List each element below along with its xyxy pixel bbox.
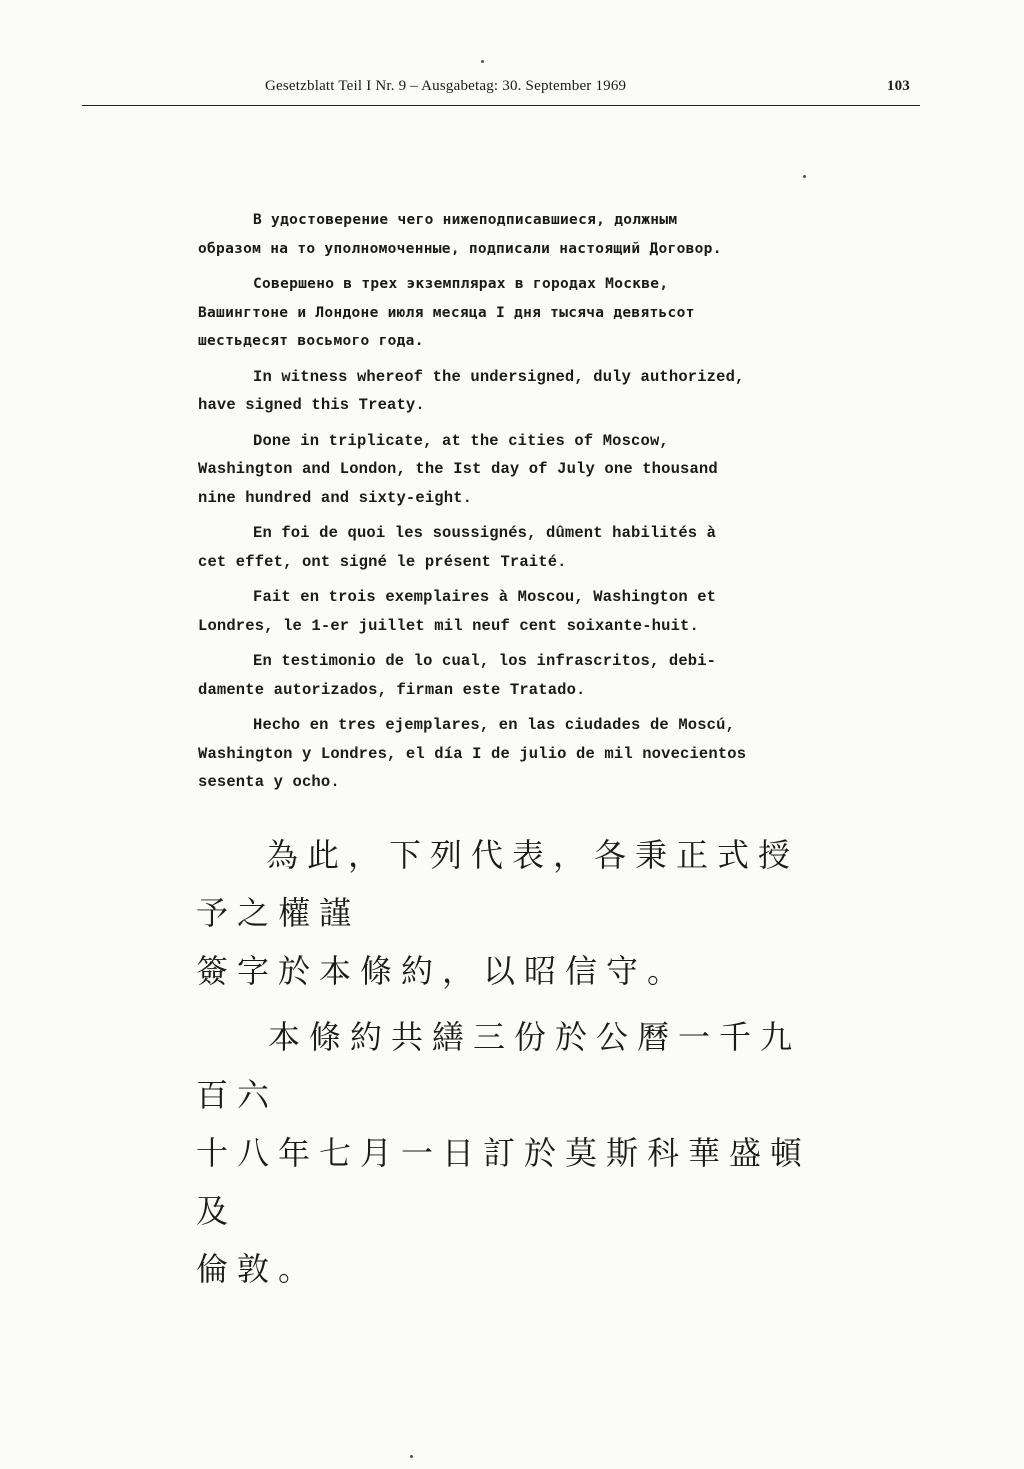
russian-paragraph-2: Совершено в трех экземплярах в городах Москве, Вашингтоне и Лондоне июля месяца I дня тысяча девятьсот шестьдесят восьмого года. — [198, 276, 695, 349]
spanish-paragraph-2: Hecho en tres ejemplares, en las ciudades de Moscú, Washington y Londres, el día I de julio de mil novecientos sesenta y ocho. — [198, 716, 747, 791]
header-rule — [82, 105, 920, 106]
scan-speck — [803, 175, 806, 178]
treaty-text-block — [198, 206, 858, 804]
spanish-paragraph-1: En testimonio de lo cual, los infrascritos, debi- damente autorizados, firman este Tratado. — [198, 652, 717, 699]
english-paragraph-1: In witness whereof the undersigned, duly authorized, have signed this Treaty. — [198, 367, 745, 414]
scan-speck — [410, 1455, 413, 1458]
chinese-text-block — [196, 826, 816, 1306]
english-paragraph-2: Done in triplicate, at the cities of Moscow, Washington and London, the Ist day of July one thousand nine hundred and sixty-eight. — [198, 431, 718, 507]
french-paragraph-1: En foi de quoi les soussignés, dûment habilités à cet effet, ont signé le présent Traité. — [198, 524, 717, 571]
chinese-paragraph-1: 為此，下列代表，各秉正式授予之權謹 簽字於本條約，以昭信守。 — [196, 836, 800, 990]
french-paragraph-2: Fait en trois exemplaires à Moscou, Washington et Londres, le 1-er juillet mil neuf cent soixante-huit. — [198, 588, 717, 635]
header-title: Gesetzblatt Teil I Nr. 9 – Ausgabetag: 30. September 1969 — [265, 78, 627, 94]
page-header — [80, 78, 930, 104]
russian-paragraph-1: В удостоверение чего нижеподписавшиеся, должным образом на то уполномоченные, подписали настоящий Договор. — [198, 212, 722, 257]
scan-speck — [481, 60, 484, 63]
page-number: 103 — [886, 78, 910, 94]
chinese-paragraph-2: 本條約共繕三份於公曆一千九百六 十八年七月一日訂於莫斯科華盛頓及 倫敦。 — [196, 1018, 812, 1288]
